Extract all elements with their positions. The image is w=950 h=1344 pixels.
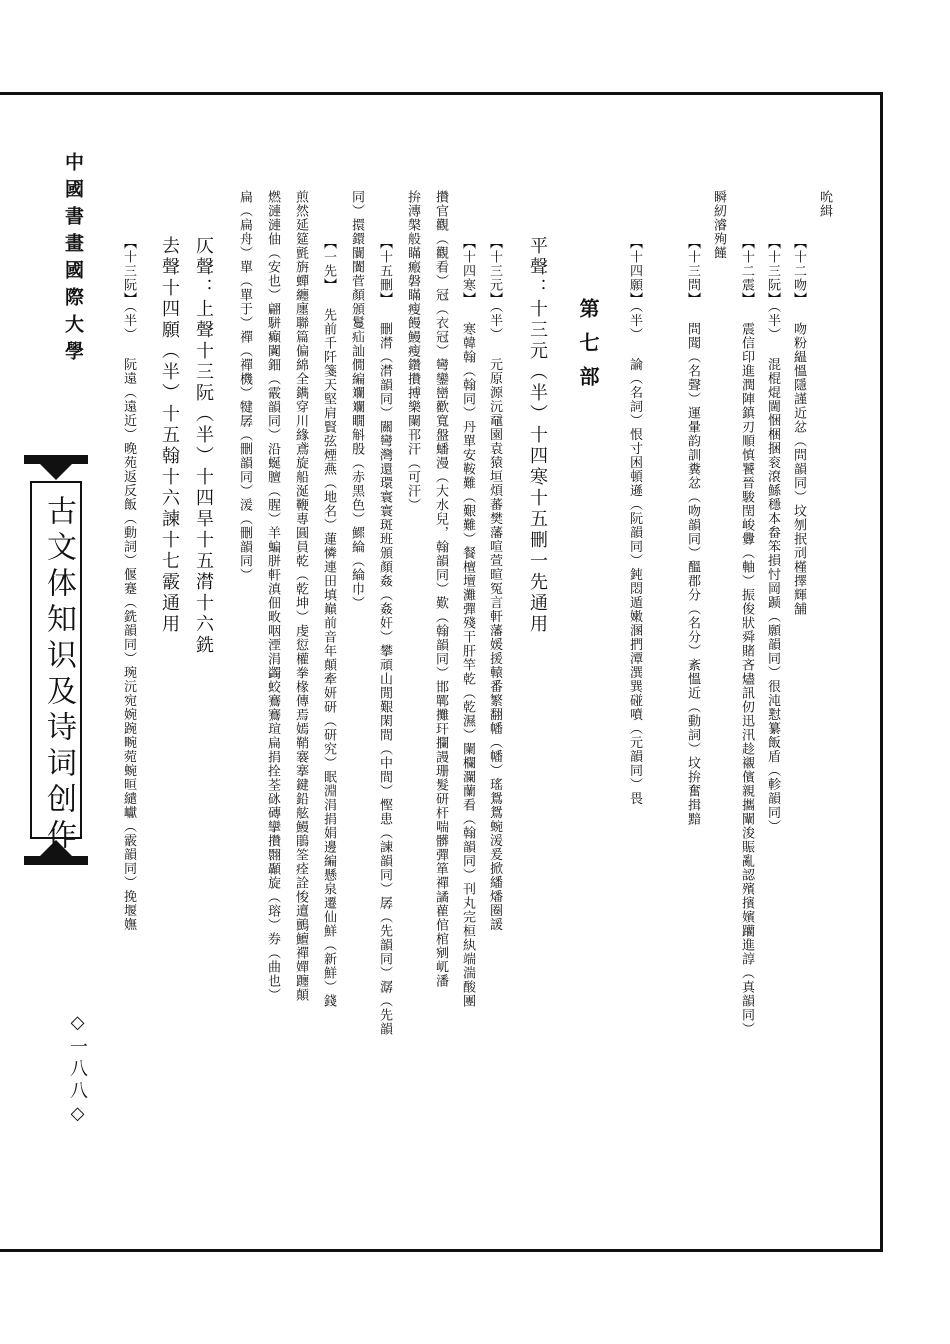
text-column: 【十四願】（半） 論（名詞）恨寸困頓遜（阮韻同）鈍悶遁嫩溷捫潭潠巽碰噴（元韻同）畏 [627,236,642,806]
banner-bottom-bar [24,856,88,865]
text-column: 扁（扁舟）單（單于）禪（禪機）犍孱（刪韻同）湲（刪韻同） [237,190,252,582]
banner [24,455,88,865]
text-column: 【十二吻】 吻粉緼慍隱謹近忿（問韻同）坟刎抿刓槿擇輝舗 [791,236,806,616]
text-column: 拚漙槃般瞞瘢磐瞞瘦饅鰻瘦鑽攢搏樂闌邗汗（可汗） [405,190,420,512]
text-column: 【十五刪】 刪潸（潸韻同）關彎灣還環寰寰斑班頒顏姦（姦奸）攀頑山閒艱閑間（中間）慳患（諫韻同）孱（先韻同）潺（先韻 [377,236,392,1036]
subsection-heading: 仄聲：上聲十三阮（半）十四旱十五潸十六銑 [193,236,214,656]
text-column: 【十三阮】（半） 阮遠（遠近）晚苑返反飯（動詞）偃蹇（銑韻同）琬沅宛婉踠畹菀蜿晅繾巘（霰韻同）挽堰嫵 [121,236,136,932]
text-column: 【十三阮】（半） 混棍焜閫悃梱捆衮滾鯀穩本畚笨損忖岡踬（願韻同）很沌懟纂飯盾（軫韻同） [765,236,780,834]
text-column: 【十二震】 震信印進潤陣鎮刃順慎饕晉駿閏峻釁（軸）振俊狀舜賭吝燼訊仞迅汛趁襯儐親攜闡浚賑亂認殯擯嬪躪進諄（真韻同） [739,236,754,1036]
text-column: 【一先】 先前千阡箋天堅肩賢弦煙燕（地名）蓮憐連田填巔前音年顛牽妍研（研究）眠淵涓捐娟邊編懸泉遷仙鮮（新鮮）錢 [321,236,336,1008]
subsection-heading: 去聲十四願（半）十五翰十六諫十七霰通用 [159,236,180,635]
text-column: 攢官觀（觀看）冠（衣冠）彎鑾巒歡寬盤蟠漫（大水兒，翰韻同）歎（翰韻同）邯鄲攤玕攔謾珊髮研杆喘髒彈箪禪譎雚倌棺剜屼潘 [433,190,448,988]
banner-title: 古文体知识及诗词创作 [41,495,76,855]
text-column: 吮緝 [817,190,832,218]
banner-top-bar [24,455,88,464]
text-column: 【十四寒】 寒韓翰（翰同）丹單安鞍難（艱難）餐檀壇灘彈殘干肝竿乾（乾濕）闌欄瀾蘭看（翰韻同）刊丸完桓紈端湍酸團 [460,236,475,1008]
text-column: 同）擐鐶闤闠菅顏頒鬘疝訕僩編斕斕瞯斛殷（赤黑色）鰥綸（綸巾） [349,190,364,610]
text-column: 燃漣漣伷（安也）翩駢癲闐鈿（霰韻同）沿蜒膻（腥）羊蝙胼軒滇佃畋咽湮涓蠲蛟鶱鶱瑄扁捐拴荃砯磚攣攢翾顳旋（瑢）券（曲也） [265,190,280,1002]
text-column: 【十三元】（半） 元原源沅黿園袁猿垣煩蕃樊藩喧萱暄冤言軒藩媛援轅番繁翻幡（幡）瑤鴛鴛蜿湲爰掀繙燔圈諼 [487,236,502,932]
banner-top-notch [40,464,72,480]
series-title: 中國書畫國際大學 [62,152,84,368]
page-number: ◇一八八◇ [67,1012,88,1128]
section-heading: 第七部 [576,298,600,400]
text-column: 煎然延筵氈旃蟬纏廛聯篇偏綿全鐫穿川緣鳶旋船涎鞭專圓員乾（乾坤）虔愆權拳椽傳焉嫣鞘褰搴鍵鉛舷鰻鵑筌痊詮悛邅鸇鱣禪嬋躔顛 [293,190,308,1002]
text-column: 瞬紉濬殉饉 [711,190,726,260]
subsection-heading: 平聲：十三元（半）十四寒十五刪一先通用 [527,236,548,635]
text-column: 【十三問】 問聞（名聲）運暈韵訓糞忿（吻韻同）醞郡分（名分）紊慍近（動詞）坟拚奮揖黯 [685,236,700,826]
